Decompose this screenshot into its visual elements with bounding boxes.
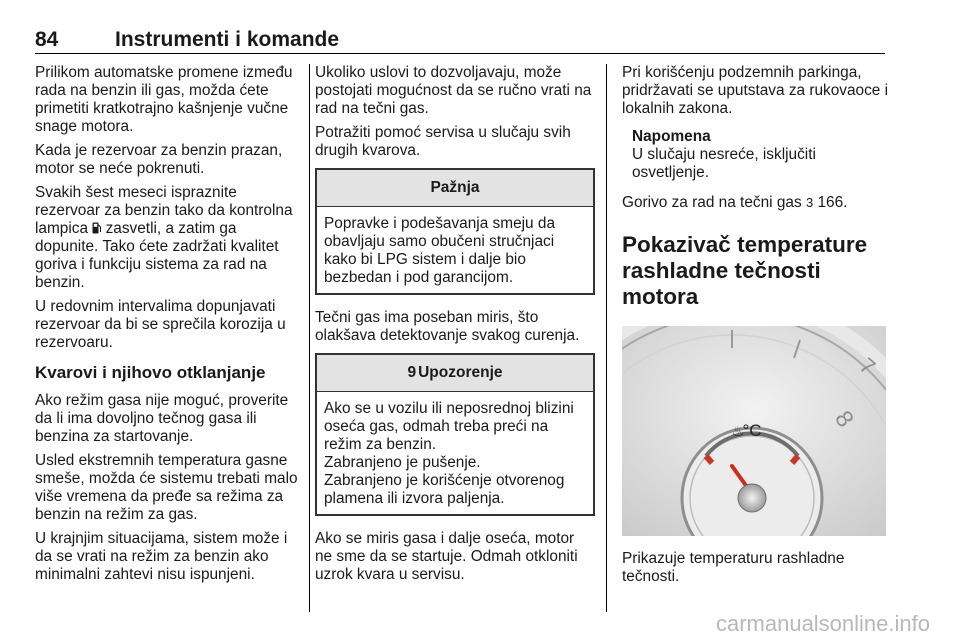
paragraph: Tečni gas ima poseban miris, što olakšava detektovanje svakog curenja. xyxy=(315,309,580,344)
warning-line: Zabranjeno je pušenje. xyxy=(324,454,481,471)
note-text: U slučaju nesreće, isključiti osvetljenje. xyxy=(632,146,816,181)
note-block xyxy=(632,128,890,182)
section-heading: Kvarovi i njihovo otklanjanje xyxy=(35,363,266,382)
column-divider xyxy=(606,64,607,612)
note-title: Napomena xyxy=(632,128,711,145)
paragraph: Ukoliko uslovi to dozvoljavaju, može postojati mogućnost da se ručno vrati na rad na tečni gas. xyxy=(315,64,592,117)
paragraph: Prilikom automatske promene između rada na benzin ili gas, možda ćete primetiti kratkotrajno kašnjenje vučne snage motora. xyxy=(35,64,293,135)
gauge-scale-number: 8 xyxy=(829,405,859,433)
warning-box-title: 9 Upozorenje xyxy=(317,355,593,392)
coolant-temperature-gauge-image xyxy=(622,326,886,536)
column-divider xyxy=(309,64,310,612)
section-heading: Pokazivač temperature rashladne tečnosti motora xyxy=(622,232,868,309)
gauge-scale-number: 7 xyxy=(854,352,881,380)
warning-triangle-icon: 9 xyxy=(407,364,417,381)
page-header xyxy=(35,28,885,52)
column-3 xyxy=(622,64,890,592)
column-1 xyxy=(35,64,300,590)
chapter-title: Instrumenti i komande xyxy=(115,28,340,51)
warning-box xyxy=(315,353,595,516)
paragraph: Potražiti pomoć servisa u slučaju svih drugih kvarova. xyxy=(315,124,571,159)
paragraph: U redovnim intervalima dopunjavati rezervoar da bi se sprečila korozija u rezervoaru. xyxy=(35,298,286,351)
watermark: carmanualsonline.info xyxy=(715,611,930,636)
paragraph: Pri korišćenju podzemnih parkinga, pridržavati se uputstava za rukovaoce i lokalnih zakona. xyxy=(622,64,889,117)
attention-box xyxy=(315,168,595,295)
page-reference-arrow-icon: 3 xyxy=(805,195,814,210)
image-caption: Prikazuje temperaturu rashladne tečnosti. xyxy=(622,550,845,585)
attention-box-title: Pažnja xyxy=(317,170,593,207)
cross-reference: Gorivo za rad na tečni gas 3 166. xyxy=(622,194,848,211)
attention-box-text: Popravke i podešavanja smeju da obavljaju samo obučeni stručnjaci kako bi LPG sistem i dalje bio bezbedan i pod garancijom. xyxy=(324,215,556,286)
fuel-lamp-icon xyxy=(92,222,101,234)
paragraph: Kada je rezervoar za benzin prazan, motor se neće pokrenuti. xyxy=(35,142,283,177)
paragraph: Ako režim gasa nije moguć, proverite da li ima dovoljno tečnog gasa ili benzina za startovanje. xyxy=(35,392,289,445)
warning-line: Zabranjeno je korišćenje otvorenog plamena ili izvora paljenja. xyxy=(324,472,565,507)
paragraph: Svakih šest meseci ispraznite rezervoar za benzin tako da kontrolna lampica zasvetli, a zatim ga dopunite. Tako ćete zadržati kvalitet goriva i funkciju sistema za rad na benzin. xyxy=(35,184,293,291)
paragraph: Usled ekstremnih temperatura gasne smeše, možda će sistemu trebati malo više vremena da pređe sa režima za benzin na režim za gas. xyxy=(35,452,298,523)
paragraph: Ako se miris gasa i dalje oseća, motor ne sme da se startuje. Odmah otkloniti uzrok kvara u servisu. xyxy=(315,530,578,583)
warning-line: Ako se u vozilu ili neposrednoj blizini oseća gas, odmah treba preći na režim za benzin. xyxy=(324,400,574,453)
page-number: 84 xyxy=(35,28,59,51)
thermometer-icon: ♨ xyxy=(731,424,745,440)
column-2 xyxy=(315,64,595,590)
gauge-unit-label: °C xyxy=(742,421,762,440)
paragraph: U krajnjim situacijama, sistem može i da se vrati na režim za benzin ako minimalni zahtevi nisu ispunjeni. xyxy=(35,530,288,583)
header-divider xyxy=(35,53,885,54)
